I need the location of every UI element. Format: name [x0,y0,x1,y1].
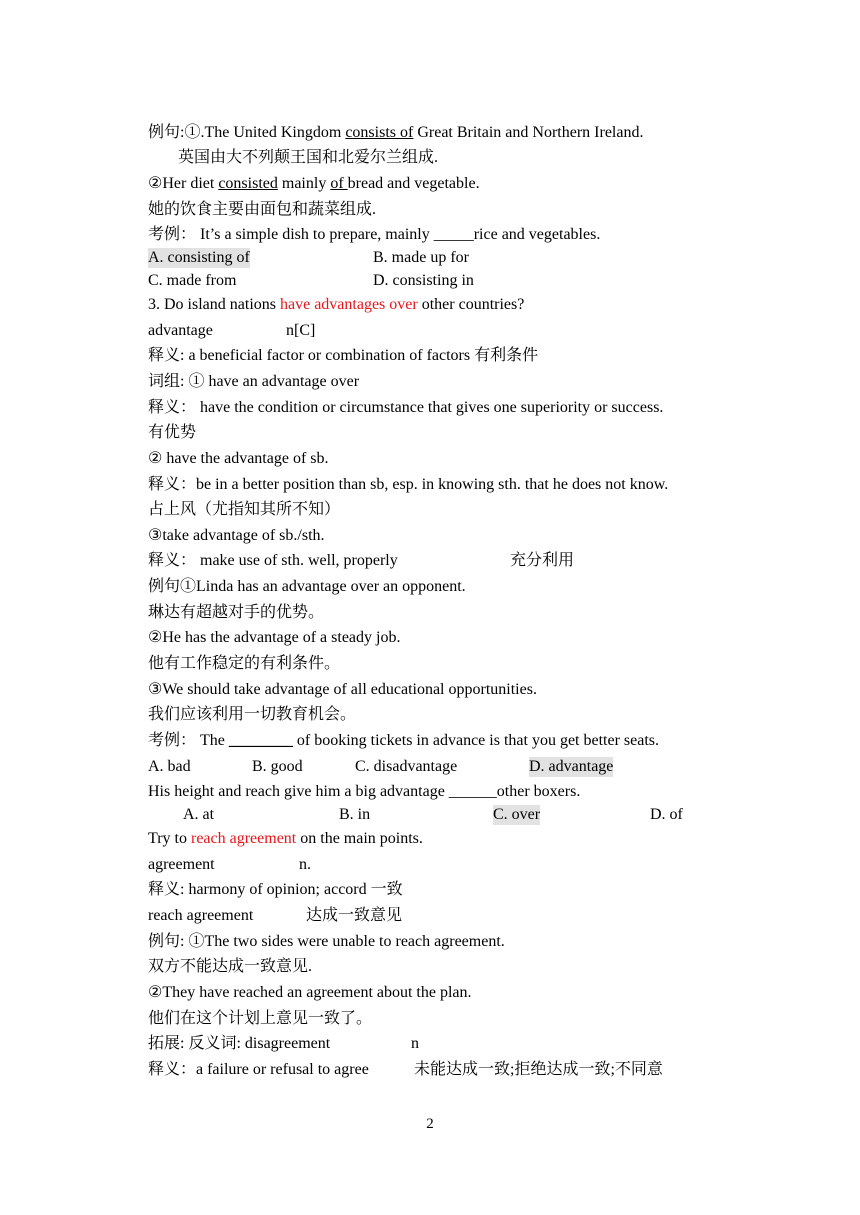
agreement-example-2-translation: 他们在这个计划上意见一致了。 [148,1010,373,1027]
text: 释义： make use of sth. well, properly [148,552,398,569]
phrase-1: 词组: ① have an advantage over [148,373,360,390]
section-heading-agreement [148,829,423,849]
blank: ________ [228,732,293,749]
agreement-example-1-translation: 双方不能达成一致意见. [148,958,313,975]
section-3-heading [148,295,524,315]
underlined-word: of [330,175,348,192]
key-phrase: reach agreement [190,830,297,847]
translation: 充分利用 [510,552,575,569]
part-of-speech: n[C] [286,322,316,339]
exam-question-1: 考例： It’s a simple dish to prepare, mainly _____rice and vegetables. [148,226,601,243]
page-number: 2 [426,1116,434,1132]
text: 考例： The [148,732,229,749]
phrase-3: ③take advantage of sb./sth. [148,527,325,544]
headword: agreement [148,856,215,873]
option-a: A. bad [148,758,191,775]
option-d: D. consisting in [373,272,474,289]
option-b: B. made up for [373,249,469,266]
agreement-example-2: ②They have reached an agreement about the plan. [148,984,472,1001]
option-c: C. disadvantage [355,758,458,775]
example-4: ②He has the advantage of a steady job. [148,629,401,646]
example-line-1 [148,123,643,143]
text: on the main points. [296,830,423,847]
underlined-phrase: consists of [345,124,414,141]
part-of-speech: n. [299,856,311,873]
text: other countries? [417,296,525,313]
underlined-word: consisted [218,175,278,192]
phrase-2: ② have the advantage of sb. [148,450,329,467]
key-phrase: have advantages over [280,296,418,313]
option-b: B. good [252,758,303,775]
translation: 未能达成一致;拒绝达成一致;不同意 [414,1061,663,1078]
example-5-translation: 我们应该利用一切教育机会。 [148,706,357,723]
antonym: 拓展: 反义词: disagreement [148,1035,331,1052]
text: mainly [277,175,331,192]
text: 3. Do island nations [148,296,280,313]
option-a-highlighted: A. consisting of [148,249,250,266]
definition: 释义: a beneficial factor or combination of factors 有利条件 [148,347,539,364]
agreement-definition: 释义: harmony of opinion; accord 一致 [148,881,403,898]
option-d: D. of [650,806,683,823]
phrase-2-definition: 释义：be in a better position than sb, esp. in knowing sth. that he does not know. [148,476,669,493]
agreement-example-1: 例句: ①The two sides were unable to reach agreement. [148,933,505,950]
option-d-highlighted: D. advantage [529,758,614,775]
text: Great Britain and Northern Ireland. [413,124,644,141]
example-line-2 [148,174,480,194]
option-a: A. at [183,806,215,823]
example-3-translation: 琳达有超越对手的优势。 [148,604,325,621]
phrase-1-translation: 有优势 [148,424,197,441]
text: 例句:①.The United Kingdom [148,124,346,141]
option-c: C. made from [148,272,237,289]
translation: 达成一致意见 [306,907,403,924]
option-b: B. in [339,806,371,823]
phrase-2-translation: 占上风（尤指知其所不知） [148,501,341,518]
example-translation-1: 英国由大不列颠王国和北爱尔兰组成. [178,149,439,166]
exam-question-2 [148,731,659,751]
exam-question-3: His height and reach give him a big advantage ______other boxers. [148,783,581,800]
phrase-1-definition: 释义： have the condition or circumstance that gives one superiority or success. [148,399,664,416]
headword: advantage [148,322,213,339]
example-3: 例句①Linda has an advantage over an opponent. [148,578,466,595]
text: Try to [148,830,191,847]
text: 释义：a failure or refusal to agree [148,1061,369,1078]
example-4-translation: 他有工作稳定的有利条件。 [148,655,341,672]
example-5: ③We should take advantage of all educational opportunities. [148,681,537,698]
text: ②Her diet [148,175,219,192]
option-c-highlighted: C. over [493,806,541,823]
example-translation-2: 她的饮食主要由面包和蔬菜组成. [148,201,377,218]
text: bread and vegetable. [347,175,480,192]
part-of-speech: n [411,1035,419,1052]
phrase: reach agreement [148,907,254,924]
text: of booking tickets in advance is that you get better seats. [292,732,660,749]
